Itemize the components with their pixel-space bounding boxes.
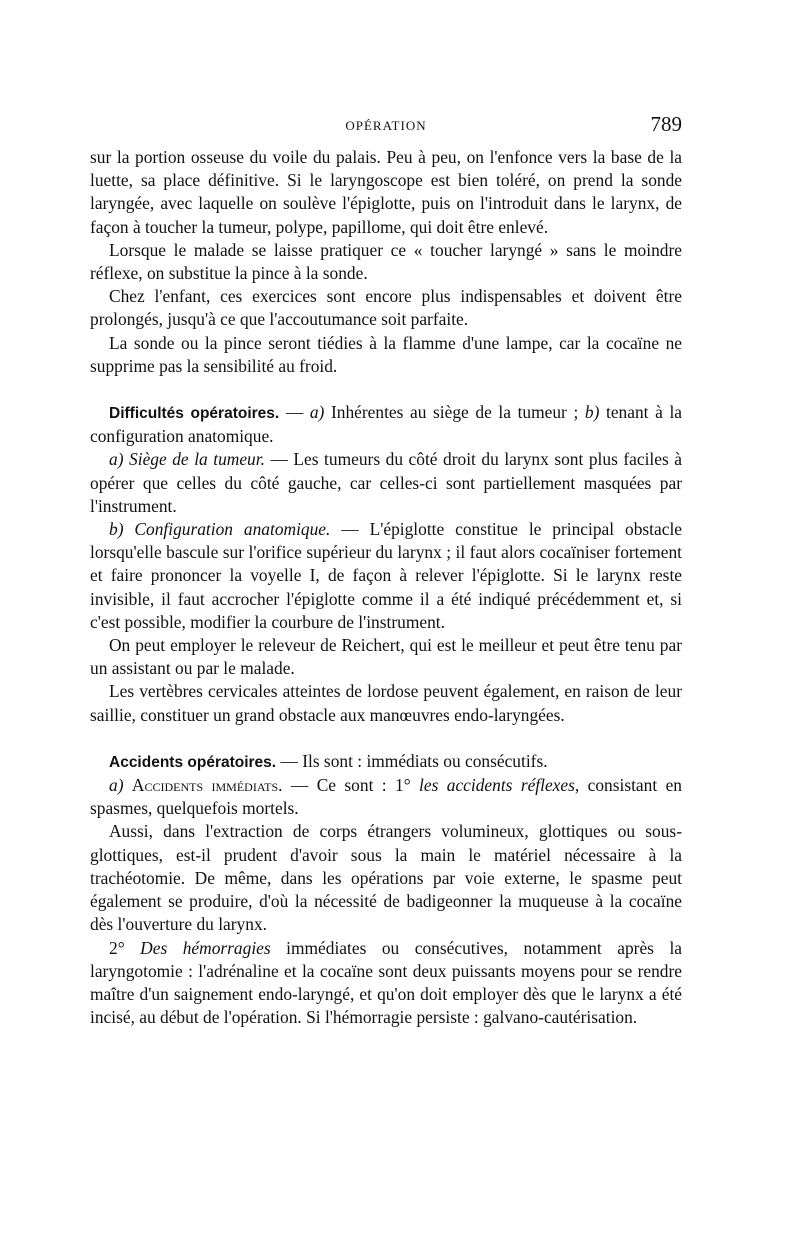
paragraph-reichert: On peut employer le releveur de Reichert, qui est le meilleur et peut être tenu par un assistant ou par le malade.: [90, 635, 682, 679]
difficulties-intro: Difficultés opératoires. — a) Inhérentes au siège de la tumeur ; b) tenant à la configuration anatomique.: [90, 402, 682, 447]
running-header: [90, 112, 682, 140]
body-text: [90, 146, 682, 1029]
section-heading-difficultes: Difficultés opératoires.: [109, 405, 280, 423]
paragraph-continuation: sur la portion osseuse du voile du palais. Peu à peu, on l'enfonce vers la base de la luette, sa place définitive. Si le laryngoscope est bien toléré, on prend la sonde laryngée, avec laquelle on soulève l'épiglotte, puis on l'introduit dans le larynx, de façon à toucher la tumeur, polype, papillome, qui doit être enlevé.: [90, 147, 682, 237]
paragraph-accidents-immediats: a) Accidents immédiats. — Ce sont : 1° les accidents réflexes, consistant en spasmes, quelquefois mortels.: [90, 775, 682, 819]
subheading-configuration: Configuration anatomique.: [134, 519, 331, 540]
subheading-accidents-immediats: Accidents immédiats.: [131, 775, 283, 796]
running-title: OPÉRATION: [345, 118, 427, 133]
paragraph-hemorragies: 2° Des hémorragies immédiates ou consécutives, notamment après la laryngotomie : l'adrénaline et la cocaïne sont deux puissants moyens pour se rendre maître d'un saignement endo-laryngé, et qu'on doit employer dès que le larynx a été incisé, au début de l'opération. Si l'hémorragie persiste : galvano-cautérisation.: [90, 937, 682, 1028]
subheading-siege-tumeur: Siège de la tumeur.: [129, 449, 265, 470]
paragraph-toucher-laryngé: Lorsque le malade se laisse pratiquer ce « toucher laryngé » sans le moindre réflexe, on substitue la pince à la sonde.: [90, 239, 682, 284]
paragraph-enfant: Chez l'enfant, ces exercices sont encore plus indispensables et doivent être prolongés, jusqu'à ce que l'accoutumance soit parfaite.: [90, 286, 682, 330]
paragraph-configuration: b) Configuration anatomique. — L'épiglotte constitue le principal obstacle lorsqu'elle bascule sur l'orifice supérieur du larynx ; il faut alors cocaïniser fortement et faire prononcer la voyelle I, de façon à relever l'épiglotte. Si le larynx reste invisible, il faut accrocher l'épiglotte comme il a été indiqué précédemment et, si c'est possible, modifier la courbure de l'instrument.: [90, 519, 682, 632]
section-heading-accidents: Accidents opératoires.: [109, 753, 277, 771]
page-number: 789: [650, 112, 682, 136]
paragraph-vertebres: Les vertèbres cervicales atteintes de lordose peuvent également, en raison de leur saillie, constituer un grand obstacle aux manœuvres endo-laryngées.: [90, 681, 682, 725]
paragraph-aussi: Aussi, dans l'extraction de corps étrangers volumineux, glottiques ou sous-glottiques, est-il prudent d'avoir sous la main le matériel nécessaire à la trachéotomie. De même, dans les opérations par voie externe, le spasme peut également se produire, d'où la nécessité de badigeonner la muqueuse à la cocaïne dès l'ouverture du larynx.: [90, 821, 682, 935]
accidents-intro: Accidents opératoires. — Ils sont : immédiats ou consécutifs.: [109, 750, 548, 771]
paragraph-siege-tumeur: a) Siège de la tumeur. — Les tumeurs du côté droit du larynx sont plus faciles à opérer que celles du côté gauche, car celles-ci sont partiellement masquées par l'instrument.: [90, 449, 682, 516]
paragraph-sonde: La sonde ou la pince seront tiédies à la flamme d'une lampe, car la cocaïne ne supprime pas la sensibilité au froid.: [90, 332, 682, 376]
